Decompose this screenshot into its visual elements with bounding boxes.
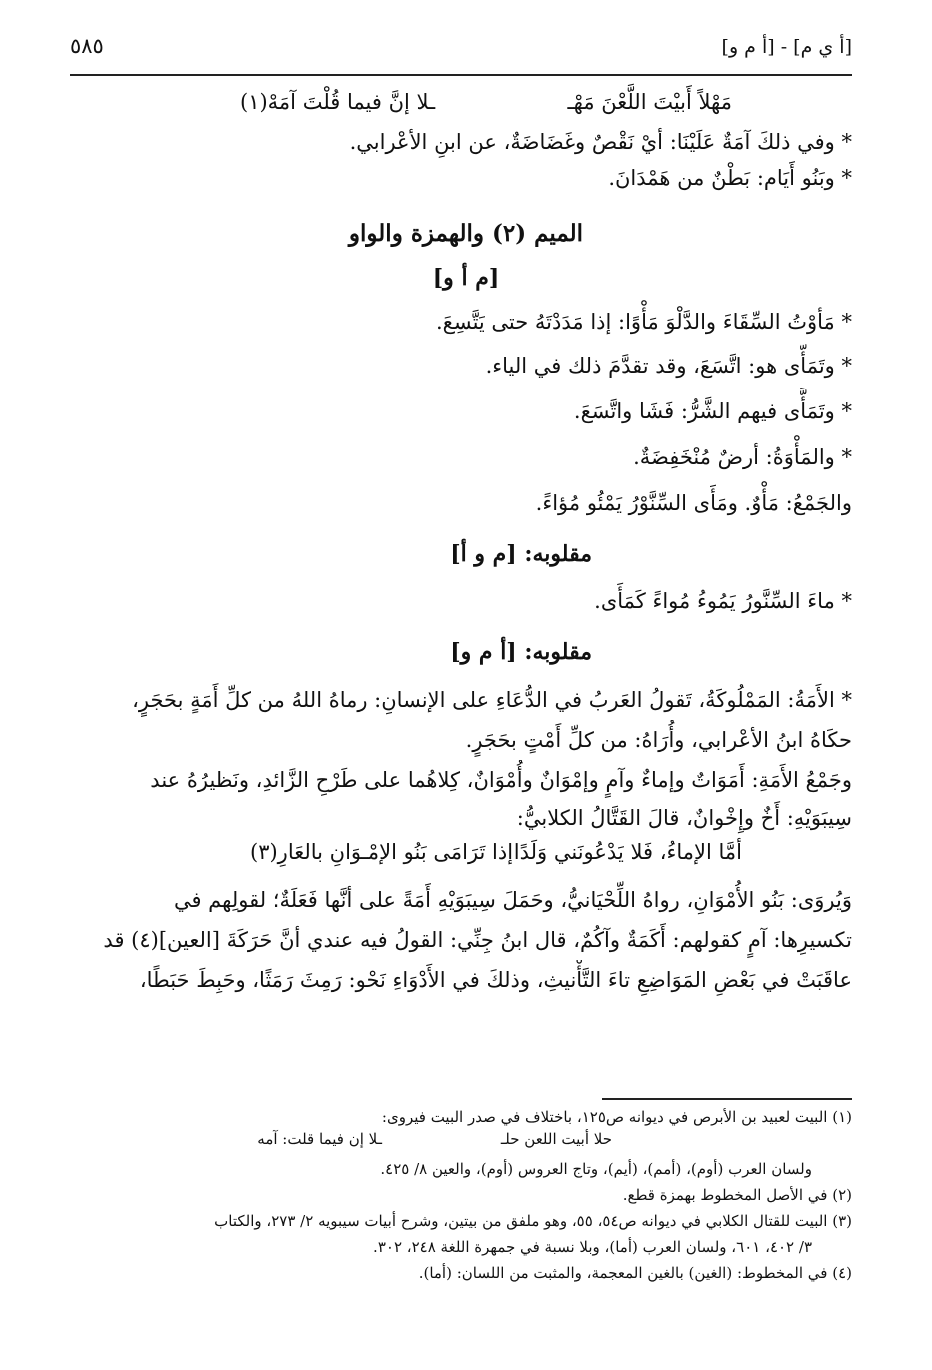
text-line: * الأَمَةُ: المَمْلُوكَةُ، تَقولُ العَربُ في الدُّعَاءِ على الإنسانِ: رماهُ اللهُ من كلِّ أَمَةٍ بحَجَرٍ، bbox=[132, 688, 852, 712]
footnotes bbox=[80, 1104, 852, 1286]
text-line: * وتَمَأَّى فيهم الشَّرُّ: فَشَا واتَّسَعَ. bbox=[573, 399, 852, 423]
page-header bbox=[70, 30, 852, 70]
maqlub-label: مقلوبه: bbox=[524, 541, 592, 567]
running-title: [أ ي م] - [أ م و] bbox=[721, 36, 852, 58]
maqlub-label: مقلوبه: bbox=[524, 639, 592, 665]
text-line: * مَأوْتُ السِّقَاءَ والدَّلْوَ مَأْوًا: إذا مَدَدْتَهُ حتى يَتَّسِعَ. bbox=[435, 310, 852, 334]
verse-hemistich-first: أمَّا الإماءُ، فَلا يَدْعُونَني وَلَدًا bbox=[513, 840, 742, 864]
footnote-rule bbox=[602, 1098, 852, 1100]
footnote-1-sources: ولسان العرب (أوم)، (أمم)، (أيم)، وتاج العروس (أوم)، والعين ٨/ ٤٢٥. bbox=[380, 1160, 812, 1178]
footnote-verse-second: ـلا إن فيما قلت: آمه bbox=[257, 1130, 382, 1148]
footnote-1: (١) البيت لعبيد بن الأبرص في ديوانه ص١٢٥، باختلاف في صدر البيت فيروى: bbox=[381, 1108, 852, 1126]
footnote-3-continued: ٣/ ٤٠٢، ٦٠١، ولسان العرب (أما)، وبلا نسبة في جمهرة اللغة ٢٤٨، ٣٠٢. bbox=[373, 1238, 812, 1256]
text-line: * وفي ذلكَ آمَةٌ عَلَيْنَا: أيْ نَقْصٌ وغَضَاضَةٌ، عن ابنِ الأعْرابي. bbox=[349, 130, 852, 154]
maqlub-root: [أ م و] bbox=[450, 639, 517, 665]
maqlub-heading bbox=[80, 532, 852, 576]
footnote-4: (٤) في المخطوط: (الغين) بالغين المعجمة، والمثبت من اللسان: (أما). bbox=[418, 1264, 852, 1282]
text-line: وجَمْعُ الأَمَةِ: أَمَوَاتٌ وإماءٌ وآمٍ وإمْوَانٌ وأُمْوَانٌ، كِلاهُما على طَرْحِ الزَّائدِ، ونَظيرُهُ عند bbox=[150, 768, 852, 792]
footnote-verse-first: حلا أبيت اللعن حلـ bbox=[500, 1130, 612, 1148]
footnote-2: (٢) في الأصل المخطوط بهمزة قطع. bbox=[622, 1186, 852, 1204]
footnote-verse bbox=[80, 1130, 852, 1156]
section-root: [م أ و] bbox=[432, 265, 500, 291]
verse-line bbox=[80, 836, 852, 880]
text-line: عاقَبَتْ في بَعْضِ المَوَاضِعِ تاءَ التَّأْنيثِ، وذلكَ في الأَدْوَاءِ نَحْو: رَمِثَ رَمَثًا، وحَبِطَ حَبَطًا، bbox=[139, 968, 852, 992]
main-text bbox=[80, 86, 852, 1000]
text-line: * والمَأْوَةُ: أرضٌ مُنْخَفِضَةٌ. bbox=[633, 445, 852, 469]
section-heading: الميم (٢) والهمزة والواو bbox=[348, 220, 584, 247]
page-number: ٥٨٥ bbox=[70, 34, 104, 58]
maqlub-root: [م و أ] bbox=[450, 541, 517, 567]
footnote-3: (٣) البيت للقتال الكلابي في ديوانه ص٥٤، ٥٥، وهو ملفق من بيتين، وشرح أبيات سيبويه ٢/ ٢٧٣، والكتاب bbox=[214, 1212, 852, 1230]
text-line: سِيبَوَيْهِ: أَخٌ وإِخْوانٌ، قالَ القَتَّالُ الكلابيُّ: bbox=[516, 806, 852, 830]
text-line: * ماءَ السِّنَّورُ يَمُوءُ مُواءً كَمَأَى. bbox=[594, 589, 852, 613]
text-line: وَيُروَى: بَنُو الأُمْوَانِ، رواهُ اللِّحْيَانيُّ، وحَمَلَ سِيبَوَيْهِ أَمَةً على أنَّها فَعَلَةٌ؛ لقولِهم في bbox=[173, 888, 852, 912]
verse-line bbox=[80, 86, 852, 124]
text-line: حكَاهُ ابنُ الأعْرابي، وأُرَاهُ: من كلِّ أَمْتٍ بحَجَرٍ. bbox=[465, 728, 852, 752]
text-line: * وتَمَأَّى هو: اتَّسَعَ، وقد تقدَّمَ ذلك في الياء. bbox=[485, 354, 852, 378]
maqlub-heading bbox=[80, 630, 852, 674]
text-line: تكسيرِها: آمٍ كقولهم: أَكَمَةٌ وآكُمٌ، قال ابنُ جِنِّي: القولُ فيه عندي أنَّ حَرَكَةَ [العين](٤) قد bbox=[103, 928, 852, 952]
header-rule bbox=[70, 74, 852, 76]
verse-hemistich-second: ـلا إنَّ فيما قُلْتَ آمَهْ(١) bbox=[240, 90, 436, 114]
text-line: والجَمْعُ: مَأْوٌ. ومَأَى السِّنَّوْرُ يَمْئُو مُؤاءً. bbox=[535, 491, 852, 515]
verse-hemistich-first: مَهْلاً أَبيْتَ اللَّعْنَ مَهْـ bbox=[567, 90, 732, 114]
verse-hemistich-second: إذا تَرَامَى بَنُو الإمْـوَانِ بالعَارِ(٣) bbox=[250, 840, 514, 864]
text-line: * وبَنُو أَيَام: بَطْنٌ من هَمْدَانَ. bbox=[608, 166, 852, 190]
